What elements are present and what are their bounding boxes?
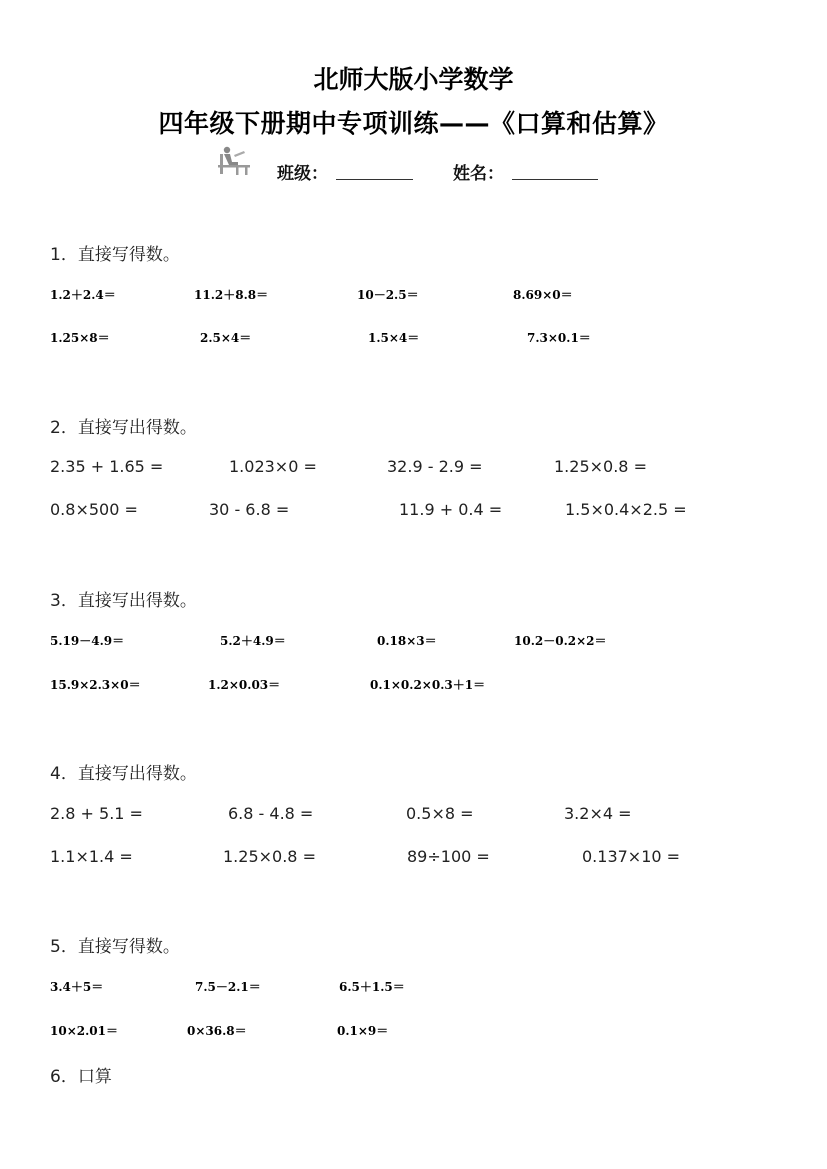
- section-1-heading: 1．直接写得数。: [50, 245, 180, 265]
- student-info-line: [0, 155, 827, 185]
- equation: 10×2.01＝: [50, 1024, 118, 1038]
- title-line1: 北师大版小学数学: [313, 65, 514, 94]
- equation: 1.2×0.03＝: [208, 678, 281, 692]
- name-label: 姓名：: [453, 164, 504, 184]
- equation: 7.3×0.1＝: [527, 331, 591, 345]
- equation: 1.25×8＝: [50, 331, 110, 345]
- equation: 1.25×0.8 =: [223, 847, 316, 866]
- class-label: 班级：: [277, 164, 328, 184]
- equation: 8.69×0＝: [513, 288, 573, 302]
- equation: 1.1×1.4 =: [50, 847, 133, 866]
- equation: 2.35 + 1.65 =: [50, 457, 164, 476]
- equation: 0.137×10 =: [582, 847, 681, 866]
- equation: 1.5×0.4×2.5 =: [565, 500, 687, 519]
- section-5-heading: 5．直接写得数。: [50, 937, 180, 957]
- section-4-heading: 4．直接写出得数。: [50, 764, 197, 784]
- equation: 0.1×0.2×0.3＋1＝: [370, 678, 486, 692]
- section-2-heading: 2．直接写出得数。: [50, 418, 197, 438]
- equation: 3.4＋5＝: [50, 980, 104, 994]
- equation: 11.9 + 0.4 =: [399, 500, 503, 519]
- equation: 10.2－0.2×2＝: [514, 634, 607, 648]
- equation: 15.9×2.3×0＝: [50, 678, 141, 692]
- equation: 5.19－4.9＝: [50, 634, 125, 648]
- equation: 2.8 + 5.1 =: [50, 804, 143, 823]
- equation: 32.9 - 2.9 =: [387, 457, 483, 476]
- class-blank[interactable]: [336, 179, 413, 180]
- equation: 6.8 - 4.8 =: [228, 804, 314, 823]
- equation: 10－2.5＝: [357, 288, 419, 302]
- equation: 2.5×4＝: [200, 331, 252, 345]
- equation: 5.2＋4.9＝: [220, 634, 286, 648]
- equation: 1.023×0 =: [229, 457, 317, 476]
- equation: 0×36.8＝: [187, 1024, 247, 1038]
- equation: 3.2×4 =: [564, 804, 632, 823]
- section-6-heading: 6．口算: [50, 1067, 112, 1087]
- desk-student-icon: [214, 145, 252, 177]
- equation: 0.8×500 =: [50, 500, 138, 519]
- name-blank[interactable]: [512, 179, 598, 180]
- equation: 1.5×4＝: [368, 331, 420, 345]
- equation: 1.2＋2.4＝: [50, 288, 116, 302]
- equation: 11.2＋8.8＝: [194, 288, 269, 302]
- section-3-heading: 3．直接写出得数。: [50, 591, 197, 611]
- equation: 0.18×3＝: [377, 634, 437, 648]
- equation: 0.5×8 =: [406, 804, 474, 823]
- equation: 89÷100 =: [407, 847, 490, 866]
- equation: 30 - 6.8 =: [209, 500, 290, 519]
- equation: 1.25×0.8 =: [554, 457, 647, 476]
- equation: 0.1×9＝: [337, 1024, 389, 1038]
- equation: 7.5－2.1＝: [195, 980, 261, 994]
- title-line2: 四年级下册期中专项训练——《口算和估算》: [158, 109, 669, 138]
- equation: 6.5＋1.5＝: [339, 980, 405, 994]
